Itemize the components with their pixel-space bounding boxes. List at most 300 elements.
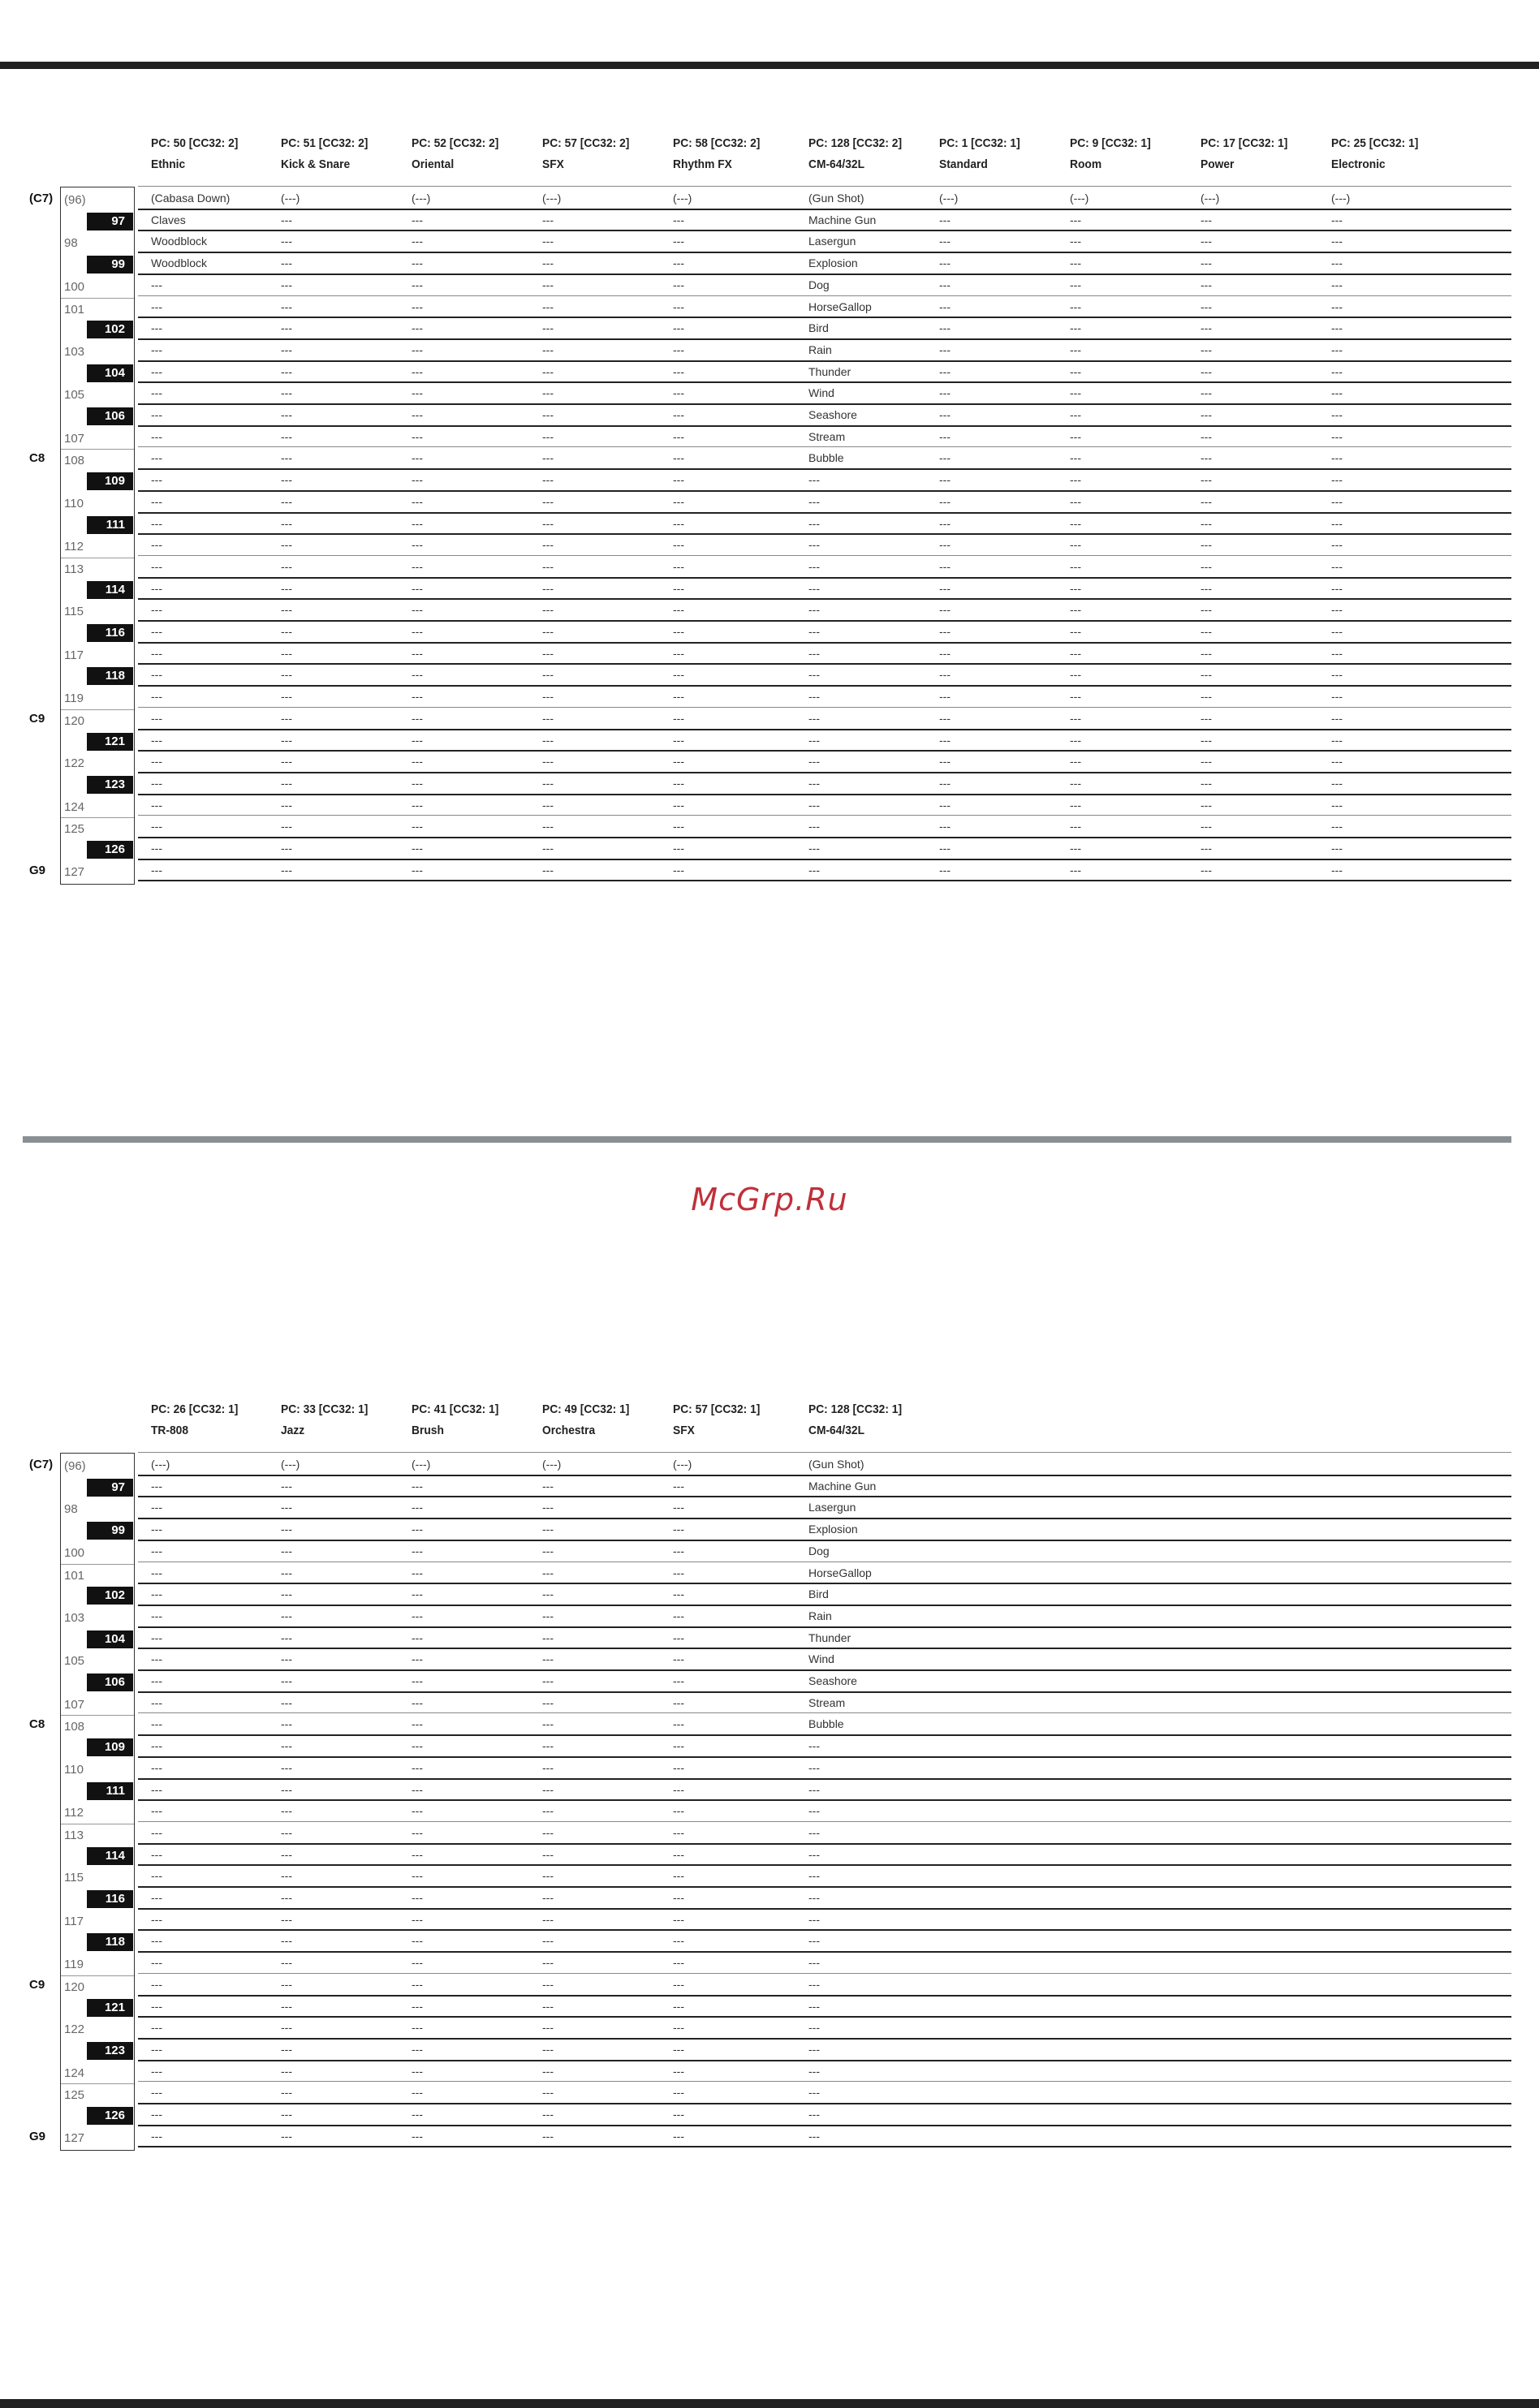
table-cell: --- (412, 776, 423, 790)
column-header-kit-name: CM-64/32L (808, 1424, 865, 1437)
white-key: 100 (64, 1545, 85, 1560)
table-cell: --- (412, 625, 423, 638)
table-cell: --- (412, 733, 423, 747)
table-cell: --- (281, 668, 292, 682)
table-cell: --- (542, 559, 554, 573)
table-cell: --- (1070, 429, 1081, 443)
table-cell: --- (808, 516, 820, 530)
table-cell: --- (939, 646, 951, 660)
table-cell: --- (673, 1544, 684, 1557)
table-cell: --- (412, 1869, 423, 1883)
table-cell: --- (412, 2021, 423, 2035)
table-cell: Wind (808, 386, 834, 400)
column-header-pc: PC: 25 [CC32: 1] (1331, 136, 1419, 150)
table-cell: --- (673, 863, 684, 877)
table-cell: --- (808, 733, 820, 747)
table-cell: --- (281, 776, 292, 790)
table-cell: --- (542, 603, 554, 617)
table-cell: --- (542, 625, 554, 638)
table-cell: --- (1201, 364, 1212, 378)
table-cell: Claves (151, 213, 186, 226)
table-cell: --- (673, 1739, 684, 1753)
table-cell: --- (542, 299, 554, 313)
table-cell: Rain (808, 1609, 832, 1622)
table-cell: --- (808, 2086, 820, 2100)
table-row (138, 2104, 1511, 2126)
black-key: 99 (87, 256, 133, 274)
table-cell: --- (542, 278, 554, 291)
white-key: 100 (64, 279, 85, 294)
table-cell: --- (673, 581, 684, 595)
table-cell: (---) (412, 1458, 431, 1471)
table-cell: --- (412, 2064, 423, 2078)
column-header-pc: PC: 128 [CC32: 1] (808, 1402, 903, 1416)
table-cell: --- (1331, 603, 1343, 617)
table-cell: --- (542, 2129, 554, 2143)
table-cell: --- (281, 625, 292, 638)
table-cell: --- (939, 668, 951, 682)
table-cell: --- (1331, 646, 1343, 660)
table-row (138, 599, 1511, 621)
table-cell: --- (412, 278, 423, 291)
black-key: 121 (87, 1999, 133, 2017)
table-row (138, 187, 1511, 209)
table-cell: --- (151, 1760, 162, 1774)
table-cell: --- (281, 2129, 292, 2143)
table-cell: --- (939, 863, 951, 877)
table-cell: --- (673, 1695, 684, 1709)
table-cell: --- (1201, 213, 1212, 226)
table-cell: --- (1070, 820, 1081, 834)
table-cell: --- (673, 2064, 684, 2078)
table-cell: --- (673, 451, 684, 465)
table-cell: --- (1331, 690, 1343, 704)
table-cell: --- (808, 1912, 820, 1926)
column-header-pc: PC: 26 [CC32: 1] (151, 1402, 239, 1416)
table-cell: --- (281, 603, 292, 617)
table-row (138, 621, 1511, 643)
table-cell: --- (151, 690, 162, 704)
white-key: 112 (64, 1806, 84, 1820)
table-cell: --- (808, 2129, 820, 2143)
table-cell: --- (939, 213, 951, 226)
table-row (138, 643, 1511, 665)
table-cell: --- (939, 429, 951, 443)
table-cell: --- (412, 429, 423, 443)
table-cell: --- (1201, 494, 1212, 508)
table-cell: --- (808, 668, 820, 682)
table-row (138, 426, 1511, 448)
table-cell: --- (808, 1891, 820, 1904)
table-cell: --- (151, 1695, 162, 1709)
table-cell: --- (673, 2042, 684, 2056)
table-cell: (Gun Shot) (808, 1458, 864, 1471)
table-cell: --- (808, 1739, 820, 1753)
table-cell: --- (542, 776, 554, 790)
table-cell: --- (1070, 776, 1081, 790)
table-cell: --- (673, 1956, 684, 1970)
table-cell: --- (151, 1825, 162, 1839)
table-cell: Rain (808, 342, 832, 356)
column-header-kit-name: CM-64/32L (808, 157, 865, 171)
table-cell: --- (1201, 516, 1212, 530)
white-key: 108 (61, 1715, 134, 1737)
column-header-kit-name: Oriental (412, 157, 455, 171)
table-cell: --- (412, 1695, 423, 1709)
table-cell: --- (412, 494, 423, 508)
table-cell: Woodblock (151, 256, 208, 270)
table-cell: --- (939, 820, 951, 834)
table-cell: --- (281, 2086, 292, 2100)
column-header-kit-name: SFX (542, 157, 564, 171)
table-cell: --- (281, 2108, 292, 2121)
table-cell: --- (1201, 451, 1212, 465)
table-cell: --- (673, 1891, 684, 1904)
table-cell: --- (1070, 690, 1081, 704)
table-cell: --- (412, 1717, 423, 1731)
table-cell: --- (412, 1523, 423, 1536)
table-cell: --- (1201, 321, 1212, 335)
octave-label: C8 (29, 451, 45, 466)
table-cell: --- (1070, 213, 1081, 226)
table-cell: --- (939, 755, 951, 769)
table-cell: --- (939, 733, 951, 747)
table-cell: Dog (808, 1544, 830, 1557)
table-cell: (---) (1331, 192, 1351, 205)
table-cell: --- (412, 1804, 423, 1818)
table-cell: --- (939, 625, 951, 638)
table-cell: --- (281, 1739, 292, 1753)
table-cell: --- (412, 516, 423, 530)
white-key: 107 (64, 431, 85, 446)
table-cell: --- (673, 364, 684, 378)
table-cell: --- (151, 1847, 162, 1861)
table-cell: --- (281, 733, 292, 747)
octave-label: G9 (29, 863, 46, 877)
table-cell: --- (542, 2108, 554, 2121)
octave-label: C9 (29, 1977, 45, 1992)
table-cell: --- (281, 1999, 292, 2013)
table-cell: --- (673, 668, 684, 682)
table-row (138, 2017, 1511, 2039)
table-cell: --- (673, 1609, 684, 1622)
column-header-pc: PC: 49 [CC32: 1] (542, 1402, 630, 1416)
table-cell: --- (151, 538, 162, 552)
table-cell: --- (542, 1977, 554, 1991)
table-cell: Woodblock (151, 235, 208, 248)
table-cell: --- (673, 820, 684, 834)
table-cell: --- (1201, 646, 1212, 660)
table-row (138, 469, 1511, 491)
table-cell: --- (1331, 863, 1343, 877)
table-cell: --- (673, 1869, 684, 1883)
table-cell: --- (808, 1869, 820, 1883)
column-header-pc: PC: 52 [CC32: 2] (412, 136, 499, 150)
table-cell: --- (542, 538, 554, 552)
table-cell: --- (1331, 429, 1343, 443)
table-cell: --- (808, 559, 820, 573)
table-cell: --- (1331, 668, 1343, 682)
table-cell: Seashore (808, 408, 857, 421)
table-cell: --- (1070, 494, 1081, 508)
table-cell: --- (1201, 408, 1212, 421)
white-key: 124 (64, 2066, 85, 2080)
table-cell: --- (412, 473, 423, 487)
table-cell: --- (281, 1695, 292, 1709)
table-cell: --- (412, 1760, 423, 1774)
table-cell: --- (151, 625, 162, 638)
table-cell: --- (281, 516, 292, 530)
table-row (138, 751, 1511, 773)
table-cell: --- (281, 235, 292, 248)
table-row (138, 1757, 1511, 1779)
table-cell: --- (939, 278, 951, 291)
white-key: 108 (61, 449, 134, 471)
table-cell: --- (808, 1977, 820, 1991)
table-cell: --- (412, 1912, 423, 1926)
table-cell: --- (412, 408, 423, 421)
table-cell: --- (412, 1544, 423, 1557)
table-cell: --- (412, 2086, 423, 2100)
black-key: 123 (87, 2042, 133, 2060)
column-header-kit-name: SFX (673, 1424, 695, 1437)
table-cell: --- (1331, 342, 1343, 356)
table-row (138, 382, 1511, 404)
table-cell: --- (1331, 235, 1343, 248)
table-cell: --- (151, 516, 162, 530)
table-cell: --- (542, 820, 554, 834)
table-cell: --- (808, 494, 820, 508)
column-header-kit-name: Ethnic (151, 157, 186, 171)
table-cell: --- (542, 2042, 554, 2056)
table-row (138, 1648, 1511, 1670)
table-cell: (---) (281, 192, 300, 205)
table-cell: --- (1331, 386, 1343, 400)
table-cell: --- (1331, 798, 1343, 812)
white-key: 101 (61, 298, 134, 320)
table-cell: --- (808, 646, 820, 660)
table-cell: --- (412, 1977, 423, 1991)
white-key: 127 (64, 2130, 85, 2145)
table-cell: --- (1331, 842, 1343, 855)
table-cell: --- (542, 1869, 554, 1883)
white-key: 110 (64, 1762, 84, 1777)
table-cell: --- (281, 538, 292, 552)
table-cell: --- (673, 235, 684, 248)
table-cell: --- (1201, 690, 1212, 704)
table-cell: --- (939, 842, 951, 855)
table-cell: --- (673, 1847, 684, 1861)
table-cell: --- (412, 2108, 423, 2121)
table-cell: --- (281, 1847, 292, 1861)
white-key: 98 (64, 236, 78, 251)
white-key: 120 (61, 709, 134, 731)
table-cell: --- (1070, 256, 1081, 270)
table-cell: --- (151, 1652, 162, 1666)
table-cell: --- (412, 690, 423, 704)
table-cell: --- (673, 342, 684, 356)
table-cell: --- (673, 516, 684, 530)
table-row (138, 1692, 1511, 1714)
table-cell: --- (1070, 646, 1081, 660)
table-cell: --- (673, 1977, 684, 1991)
table-cell: --- (1331, 299, 1343, 313)
table-cell: --- (1201, 581, 1212, 595)
table-cell: --- (1201, 342, 1212, 356)
table-cell: --- (151, 1782, 162, 1796)
white-key: 117 (64, 1914, 84, 1928)
black-key: 126 (87, 841, 133, 859)
white-key: 103 (64, 1610, 85, 1625)
table-cell: --- (281, 1587, 292, 1601)
table-cell: --- (1331, 364, 1343, 378)
drum-map-table-2 (0, 1396, 1539, 2175)
table-cell: --- (542, 2086, 554, 2100)
table-cell: --- (1070, 386, 1081, 400)
table-cell: --- (1331, 408, 1343, 421)
table-cell: Machine Gun (808, 1479, 877, 1493)
table-cell: --- (412, 386, 423, 400)
table-cell: --- (281, 321, 292, 335)
table-cell: --- (673, 1587, 684, 1601)
table-cell: (---) (1201, 192, 1220, 205)
table-cell: --- (1201, 386, 1212, 400)
table-cell: --- (939, 364, 951, 378)
table-row (138, 773, 1511, 795)
table-cell: --- (808, 473, 820, 487)
table-row (138, 1735, 1511, 1757)
table-cell: --- (542, 1891, 554, 1904)
table-cell: --- (939, 711, 951, 725)
table-cell: --- (151, 1479, 162, 1493)
table-cell: --- (281, 342, 292, 356)
table-cell: --- (1331, 755, 1343, 769)
table-row (138, 1518, 1511, 1540)
table-cell: --- (673, 1760, 684, 1774)
table-cell: --- (939, 516, 951, 530)
table-cell: --- (412, 1782, 423, 1796)
table-cell: --- (673, 213, 684, 226)
table-cell: --- (1070, 364, 1081, 378)
table-cell: --- (808, 1847, 820, 1861)
table-cell: --- (281, 2021, 292, 2035)
header-underline (138, 1452, 1511, 1453)
table-cell: --- (808, 863, 820, 877)
white-key: 98 (64, 1502, 78, 1517)
table-cell: --- (542, 451, 554, 465)
table-cell: --- (412, 1674, 423, 1687)
table-cell: --- (151, 473, 162, 487)
table-cell: --- (151, 1544, 162, 1557)
drum-map-table-1 (0, 130, 1539, 909)
table-cell: --- (281, 451, 292, 465)
table-cell: --- (542, 1479, 554, 1493)
table-cell: --- (542, 755, 554, 769)
table-cell: --- (151, 1934, 162, 1948)
table-row (138, 252, 1511, 274)
table-cell: --- (151, 1912, 162, 1926)
table-cell: --- (808, 1825, 820, 1839)
table-cell: --- (808, 1956, 820, 1970)
table-cell: --- (542, 1782, 554, 1796)
white-key: 107 (64, 1697, 85, 1712)
table-cell: --- (281, 798, 292, 812)
table-cell: --- (542, 429, 554, 443)
table-cell: --- (808, 625, 820, 638)
black-key: 109 (87, 1738, 133, 1756)
table-row (138, 730, 1511, 752)
table-cell: --- (151, 1977, 162, 1991)
black-key: 118 (87, 1933, 133, 1951)
table-row (138, 361, 1511, 383)
white-key: 125 (61, 2083, 134, 2105)
table-cell: --- (412, 1825, 423, 1839)
table-row (138, 859, 1511, 881)
table-cell: --- (1331, 278, 1343, 291)
table-cell: --- (542, 668, 554, 682)
table-cell: (---) (673, 192, 692, 205)
white-key: 115 (64, 605, 84, 619)
table-cell: --- (281, 256, 292, 270)
table-cell: --- (673, 842, 684, 855)
table-cell: --- (412, 668, 423, 682)
table-row (138, 1909, 1511, 1931)
table-cell: --- (542, 1934, 554, 1948)
table-row (138, 1779, 1511, 1801)
table-cell: Bird (808, 1587, 829, 1601)
table-cell: --- (151, 798, 162, 812)
table-row (138, 2126, 1511, 2147)
white-key: 124 (64, 799, 85, 814)
table-cell: --- (542, 342, 554, 356)
table-cell: --- (673, 1717, 684, 1731)
table-cell: --- (151, 299, 162, 313)
table-cell: --- (281, 1717, 292, 1731)
table-cell: --- (281, 1479, 292, 1493)
table-row (138, 209, 1511, 231)
table-cell: --- (673, 408, 684, 421)
table-cell: --- (412, 256, 423, 270)
table-cell: --- (1201, 668, 1212, 682)
table-cell: --- (1070, 603, 1081, 617)
table-cell: --- (1201, 559, 1212, 573)
table-cell: --- (542, 1501, 554, 1514)
table-cell: --- (673, 1934, 684, 1948)
table-cell: --- (281, 494, 292, 508)
table-cell: --- (281, 1501, 292, 1514)
white-key: 125 (61, 817, 134, 839)
table-cell: --- (542, 690, 554, 704)
table-row (138, 686, 1511, 708)
table-cell: --- (151, 451, 162, 465)
table-row (138, 1930, 1511, 1952)
table-cell: --- (281, 2064, 292, 2078)
column-header-kit-name: Electronic (1331, 157, 1386, 171)
table-cell: --- (542, 235, 554, 248)
table-cell: --- (1331, 494, 1343, 508)
white-key: 113 (61, 1824, 134, 1846)
table-cell: --- (412, 842, 423, 855)
table-cell: --- (673, 2108, 684, 2121)
table-cell: --- (281, 1566, 292, 1579)
table-cell: --- (281, 213, 292, 226)
table-cell: Lasergun (808, 235, 856, 248)
table-cell: Thunder (808, 1630, 851, 1644)
table-cell: --- (939, 342, 951, 356)
table-cell: --- (412, 2129, 423, 2143)
table-cell: --- (1201, 733, 1212, 747)
black-key: 111 (87, 516, 133, 534)
